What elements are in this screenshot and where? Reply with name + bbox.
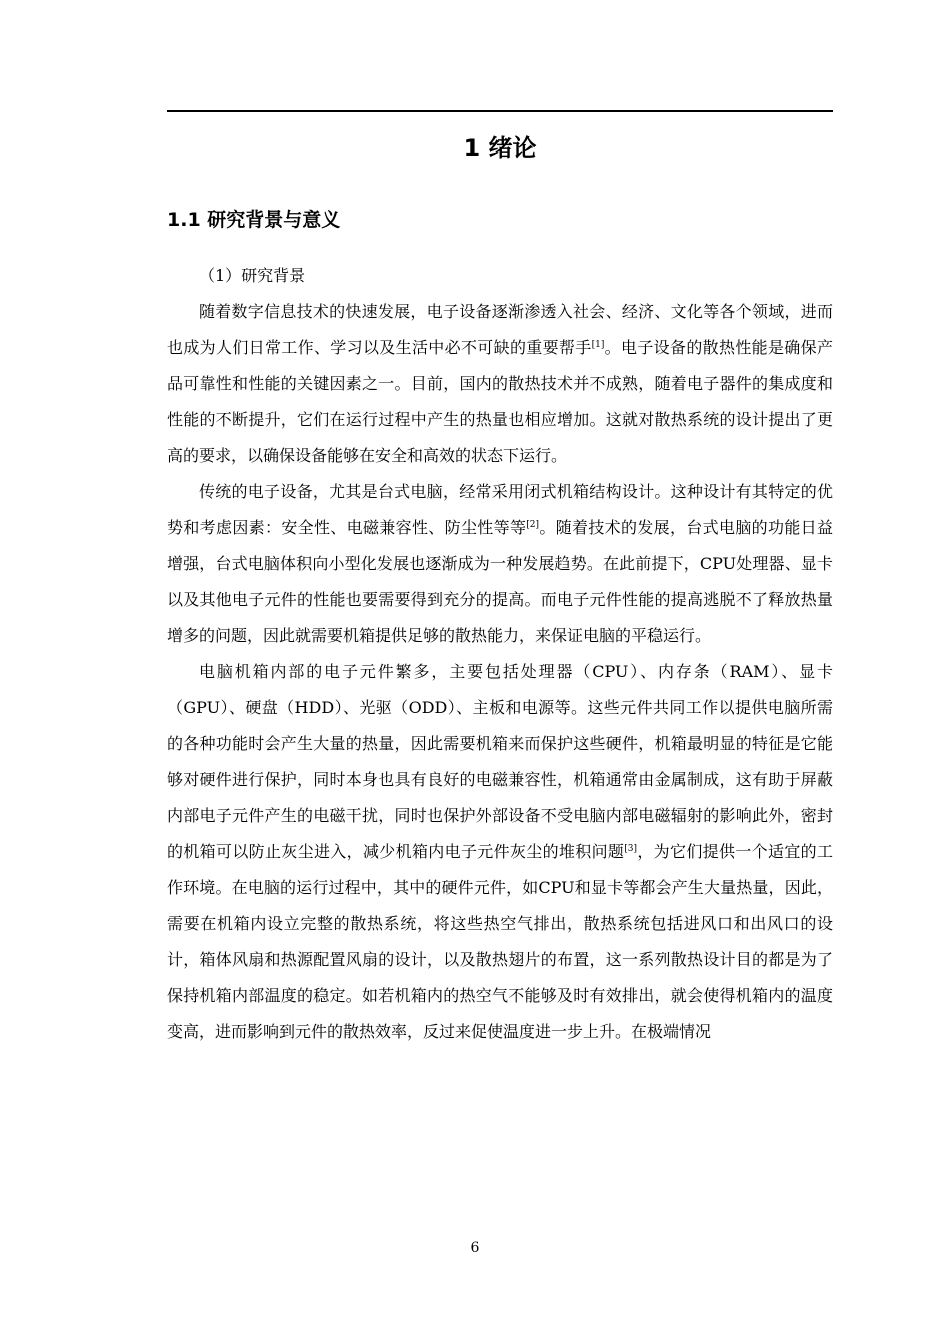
page-number: 6 <box>470 1240 480 1256</box>
body-text <box>167 258 833 1050</box>
header-rule <box>167 110 833 112</box>
citation-1: [1] <box>591 340 605 350</box>
section-title: 1.1 研究背景与意义 <box>167 209 341 231</box>
paragraph-2-tail: 。随着技术的发展，台式电脑的功能日益增强，台式电脑体积向小型化发展也逐渐成为一种发展趋势。在此前提下，CPU处理器、显卡以及其他电子元件的性能也要需要得到充分的提高。而电子元件性能的提高逃脱不了释放热量增多的问题，因此就需要机箱提供足够的散热能力，来保证电脑的平稳运行。 <box>167 518 833 645</box>
paragraph-3-text: 电脑机箱内部的电子元件繁多，主要包括处理器（CPU）、内存条（RAM）、显卡（GPU）、硬盘（HDD）、光驱（ODD）、主板和电源等。这些元件共同工作以提供电脑所需的各种功能时会产生大量的热量，因此需要机箱来而保护这些硬件，机箱最明显的特征是它能够对硬件进行保护，同时本身也具有良好的电磁兼容性，机箱通常由金属制成，这有助于屏蔽内部电子元件产生的电磁干扰，同时也保护外部设备不受电脑内部电磁辐射的影响此外，密封的机箱可以防止灰尘进入，减少机箱内电子元件灰尘的堆积问题 <box>167 662 833 861</box>
paragraph-1-text: 随着数字信息技术的快速发展，电子设备逐渐渗透入社会、经济、文化等各个领域，进而也成为人们日常工作、学习以及生活中必不可缺的重要帮手 <box>167 302 833 357</box>
subheading: （1）研究背景 <box>199 266 306 285</box>
citation-3: [3] <box>624 844 638 854</box>
chapter-title: 1 绪论 <box>463 134 537 162</box>
paragraph-3 <box>167 654 833 1050</box>
paragraph-3-tail: ，为它们提供一个适宜的工作环境。在电脑的运行过程中，其中的硬件元件，如CPU和显卡等都会产生大量热量，因此，需要在机箱内设立完整的散热系统，将这些热空气排出，散热系统包括进风口和出风口的设计，箱体风扇和热源配置风扇的设计，以及散热翅片的布置，这一系列散热设计目的都是为了保持机箱内部温度的稳定。如若机箱内的热空气不能够及时有效排出，就会使得机箱内的温度变高，进而影响到元件的散热效率，反过来促使温度进一步上升。在极端情况 <box>167 842 833 1041</box>
paragraph-1-tail: 。电子设备的散热性能是确保产品可靠性和性能的关键因素之一。目前，国内的散热技术并不成熟，随着电子器件的集成度和性能的不断提升，它们在运行过程中产生的热量也相应增加。这就对散热系统的设计提出了更高的要求，以确保设备能够在安全和高效的状态下运行。 <box>167 338 833 465</box>
paragraph-2 <box>167 474 833 654</box>
paragraph-2-text: 传统的电子设备，尤其是台式电脑，经常采用闭式机箱结构设计。这种设计有其特定的优势和考虑因素：安全性、电磁兼容性、防尘性等等 <box>167 482 833 537</box>
paragraph-1 <box>167 294 833 474</box>
citation-2: [2] <box>526 520 540 530</box>
